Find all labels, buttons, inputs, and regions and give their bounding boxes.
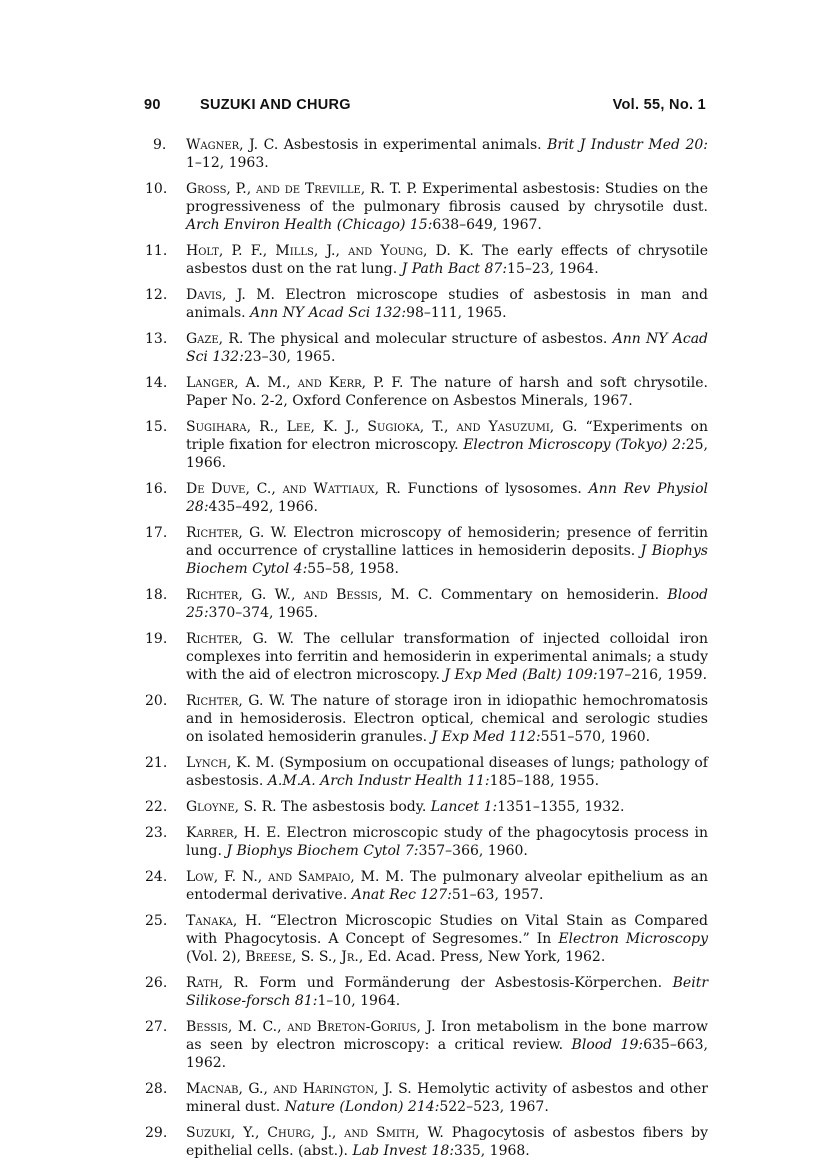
reference-number: 23. <box>145 825 168 841</box>
reference-authors: Tanaka, H. <box>186 913 262 929</box>
reference-text: The cellular transformation of injected colloidal iron complexes into ferritin and hemosiderin in experimental animals; a study with the aid of electron microscopy. <box>186 631 708 683</box>
reference-list <box>144 136 708 1168</box>
reference-item <box>144 374 708 410</box>
reference-authors: Karrer, H. E. <box>186 825 281 841</box>
reference-number: 21. <box>145 755 168 771</box>
reference-text: 638–649, 1967. <box>432 217 542 233</box>
reference-authors: Davis, J. M. <box>186 287 276 303</box>
reference-journal: Electron Microscopy (Tokyo) 2: <box>463 437 686 453</box>
reference-text: 51–63, 1957. <box>451 887 544 903</box>
reference-text: The early effects of chrysotile asbestos dust on the rat lung. <box>186 243 708 277</box>
reference-item <box>144 824 708 860</box>
reference-number: 11. <box>145 243 168 259</box>
reference-number: 24. <box>145 869 168 885</box>
reference-text: The asbestosis body. <box>276 799 431 815</box>
reference-text: 1351–1355, 1932. <box>497 799 625 815</box>
reference-journal: J Biophys Biochem Cytol 7: <box>226 843 419 859</box>
reference-number: 19. <box>145 631 168 647</box>
reference-text: 55–58, 1958. <box>307 561 399 577</box>
reference-number: 9. <box>153 137 167 153</box>
reference-text: Functions of lysosomes. <box>400 481 589 497</box>
reference-text: The nature of storage iron in idiopathic hemochromatosis and in hemosiderosis. Electron optical, chemical and serologic studies on isolated hemosiderin granules. <box>186 693 708 745</box>
reference-item <box>144 524 708 578</box>
reference-authors: Rath, R. <box>186 975 249 991</box>
reference-item <box>144 242 708 278</box>
reference-text: Hemolytic activity of asbestos and other mineral dust. <box>186 1081 708 1115</box>
reference-item <box>144 1124 708 1160</box>
reference-text: 197–216, 1959. <box>597 667 708 683</box>
reference-item <box>144 586 708 622</box>
reference-text: 98–111, 1965. <box>406 305 507 321</box>
reference-text: “Experiments on triple fixation for electron microscopy. <box>186 419 708 453</box>
reference-item <box>144 754 708 790</box>
reference-number: 29. <box>145 1125 168 1141</box>
reference-text: The nature of harsh and soft chrysotile. Paper No. 2-2, Oxford Conference on Asbestos Minerals, 1967. <box>186 375 708 409</box>
reference-number: 12. <box>145 287 168 303</box>
reference-authors: Macnab, G., and Harington, J. S. <box>186 1081 412 1097</box>
reference-number: 28. <box>145 1081 168 1097</box>
reference-journal: J Exp Med (Balt) 109: <box>444 667 598 683</box>
reference-number: 15. <box>145 419 168 435</box>
reference-item <box>144 418 708 472</box>
reference-text: 15–23, 1964. <box>507 261 599 277</box>
reference-authors: Richter, G. W., and Bessis, M. C. <box>186 587 433 603</box>
reference-text: The pulmonary alveolar epithelium as an entodermal derivative. <box>186 869 708 903</box>
reference-number: 20. <box>145 693 168 709</box>
reference-item <box>144 480 708 516</box>
reference-authors: Langer, A. M., and Kerr, P. F. <box>186 375 404 391</box>
reference-number: 26. <box>145 975 168 991</box>
reference-authors: Breese, S. S., Jr., <box>245 949 364 965</box>
reference-number: 10. <box>145 181 168 197</box>
reference-number: 14. <box>145 375 168 391</box>
reference-text: Form und Formänderung der Asbestosis-Körperchen. <box>248 975 673 991</box>
reference-text: 335, 1968. <box>454 1143 530 1159</box>
reference-item <box>144 868 708 904</box>
reference-journal: Anat Rec 127: <box>351 887 452 903</box>
reference-item <box>144 180 708 234</box>
reference-journal: Lab Invest 18: <box>352 1143 455 1159</box>
reference-item <box>144 286 708 322</box>
reference-journal: Ann NY Acad Sci 132: <box>186 331 709 365</box>
reference-journal: Electron Microscopy <box>558 931 708 947</box>
reference-item <box>144 798 708 816</box>
reference-number: 13. <box>145 331 168 347</box>
reference-journal: J Biophys Biochem Cytol 4: <box>186 543 708 577</box>
reference-journal: J Path Bact 87: <box>401 261 508 277</box>
reference-authors: Low, F. N., and Sampaio, M. M. <box>186 869 405 885</box>
reference-text: 522–523, 1967. <box>439 1099 549 1115</box>
reference-number: 25. <box>145 913 168 929</box>
reference-authors: Gross, P., and de Treville, R. T. P. <box>186 181 418 197</box>
reference-number: 18. <box>145 587 168 603</box>
reference-text: Experimental asbestosis: Studies on the progressiveness of the pulmonary fibrosis caused by chrysotile dust. <box>186 181 708 215</box>
reference-journal: Brit J Industr Med 20: <box>547 137 709 153</box>
reference-text: Iron metabolism in the bone marrow as seen by electron microscopy: a critical review. <box>186 1019 708 1053</box>
running-header <box>144 97 706 119</box>
reference-text: 1–12, 1963. <box>186 155 269 171</box>
reference-text: Ed. Acad. Press, New York, 1962. <box>363 949 606 965</box>
reference-journal: Beitr Silikose-forsch 81: <box>186 975 709 1009</box>
reference-text: (Symposium on occupational diseases of lungs; pathology of asbestosis. <box>186 755 708 789</box>
reference-journal: Lancet 1: <box>430 799 498 815</box>
reference-text: The physical and molecular structure of asbestos. <box>243 331 613 347</box>
reference-authors: Suzuki, Y., Churg, J., and Smith, W. <box>186 1125 444 1141</box>
reference-journal: Ann Rev Physiol 28: <box>186 481 708 515</box>
reference-item <box>144 330 708 366</box>
reference-text: 185–188, 1955. <box>489 773 600 789</box>
reference-item <box>144 1018 708 1072</box>
reference-authors: Gaze, R. <box>186 331 244 347</box>
reference-text: 25, 1966. <box>186 437 708 471</box>
reference-text: Electron microscope studies of asbestosis in man and animals. <box>186 287 708 321</box>
reference-journal: Arch Environ Health (Chicago) 15: <box>186 217 433 233</box>
reference-text: (Vol. 2), <box>186 949 246 965</box>
reference-item <box>144 1080 708 1116</box>
reference-authors: Gloyne, S. R. <box>186 799 277 815</box>
reference-authors: Bessis, M. C., and Breton-Gorius, J. <box>186 1019 436 1035</box>
page-number: 90 <box>144 97 161 113</box>
reference-authors: Richter, G. W. <box>186 693 286 709</box>
reference-authors: Richter, G. W. <box>186 631 294 647</box>
reference-text: Electron microscopy of hemosiderin; presence of ferritin and occurrence of crystalline lattices in hemosiderin deposits. <box>186 525 708 559</box>
reference-authors: De Duve, C., and Wattiaux, R. <box>186 481 401 497</box>
reference-text: Electron microscopic study of the phagocytosis process in lung. <box>186 825 708 859</box>
reference-item <box>144 974 708 1010</box>
reference-journal: J Exp Med 112: <box>431 729 541 745</box>
reference-authors: Wagner, J. C. <box>186 137 279 153</box>
reference-item <box>144 912 708 966</box>
reference-authors: Lynch, K. M. <box>186 755 275 771</box>
reference-journal: A.M.A. Arch Industr Health 11: <box>267 773 490 789</box>
reference-journal: Blood 19: <box>571 1037 644 1053</box>
reference-number: 16. <box>145 481 168 497</box>
running-title: SUZUKI AND CHURG <box>200 97 351 113</box>
reference-text: 370–374, 1965. <box>208 605 318 621</box>
reference-journal: Ann NY Acad Sci 132: <box>250 305 407 321</box>
reference-authors: Richter, G. W. <box>186 525 288 541</box>
reference-number: 27. <box>145 1019 168 1035</box>
reference-number: 17. <box>145 525 168 541</box>
reference-text: 551–570, 1960. <box>540 729 651 745</box>
reference-text: 635–663, 1962. <box>186 1037 708 1071</box>
reference-item <box>144 630 708 684</box>
reference-number: 22. <box>145 799 168 815</box>
reference-item <box>144 136 708 172</box>
reference-text: “Electron Microscopic Studies on Vital Stain as Compared with Phagocytosis. A Concept of Segresomes.” In <box>186 913 708 947</box>
reference-item <box>144 692 708 746</box>
volume-issue: Vol. 55, No. 1 <box>612 97 706 113</box>
reference-journal: Nature (London) 214: <box>284 1099 440 1115</box>
reference-text: 435–492, 1966. <box>208 499 318 515</box>
reference-text: 1–10, 1964. <box>317 993 401 1009</box>
reference-text: Phagocytosis of asbestos fibers by epithelial cells. (abst.). <box>186 1125 708 1159</box>
reference-authors: Sugihara, R., Lee, K. J., Sugioka, T., and Yasuzumi, G. <box>186 419 578 435</box>
reference-text: 23–30, 1965. <box>243 349 336 365</box>
reference-text: Asbestosis in experimental animals. <box>278 137 548 153</box>
reference-authors: Holt, P. F., Mills, J., and Young, D. K. <box>186 243 474 259</box>
reference-text: Commentary on hemosiderin. <box>432 587 668 603</box>
reference-journal: Blood 25: <box>186 587 708 621</box>
reference-text: 357–366, 1960. <box>418 843 528 859</box>
